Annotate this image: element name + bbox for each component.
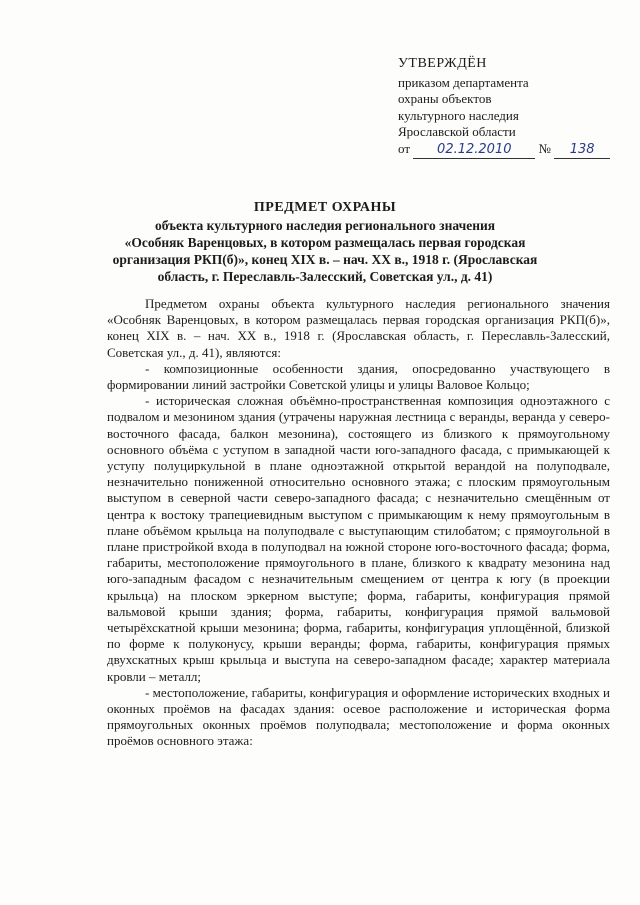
approval-stamp [398, 56, 618, 159]
document-title [110, 199, 540, 285]
date-prefix: от [398, 140, 411, 156]
approval-line-2: охраны объектов [398, 91, 492, 106]
approval-line-3: культурного наследия [398, 107, 519, 123]
title-line-3: организация РКП(б)», конец XIX в. – нач. XX в., 1918 г. (Ярославская [112, 252, 538, 267]
document-body [107, 296, 610, 750]
approval-line-1: приказом департамента [398, 74, 529, 90]
intro-paragraph: Предметом охраны объекта культурного наследия регионального значения «Особняк Варенцовых, в котором размещалась первая городская организация РКП(б)», конец XIX в. – нач. XX в., 1918 г. (Ярославская область, г. Переславль-Залесский, Советская ул., д. 41), являются: [107, 296, 610, 360]
approval-heading: УТВЕРЖДЁН [398, 56, 487, 71]
order-number: 138 [554, 142, 610, 160]
title-line-2: «Особняк Варенцовых, в котором размещалась первая городская [124, 235, 526, 250]
list-item-openings: - местоположение, габариты, конфигурация и оформление исторических входных и оконных проёмов на фасадах здания: осевое расположение и историческая форма прямоугольных оконных проёмов полуподвала; местоположение и форма оконных проёмов основного этажа: [107, 684, 610, 749]
order-date: 02.12.2010 [413, 142, 535, 160]
approval-line-4: Ярославской области [398, 124, 516, 139]
list-item-volume: - историческая сложная объёмно-пространственная композиция одноэтажного с подвалом и мезонином здания (утрачены наружная лестница с веранды, веранда у северо-восточного фасада, балкон мезонина), состоящего из близкого к прямоугольному основного объёма с уступом в западной части юго-западного фасада, с примыкающей к уступу полуциркульной в плане одноэтажной открытой верандой на полуподвале, незначительно пониженной относительно основного этажа; с плоским прямоугольным выступом в северной части северо-западного фасада; с незначительно смещённым от центра к востоку трапециевидным выступом с примыкающим к нему прямоугольным в плане объёмом крыльца на полуподвале с выступающим стилобатом; с прямоугольной в плане пристройкой входа в полуподвал на южной стороне юго-восточного фасада; форма, габариты, местоположение прямоугольного в плане, близкого к квадрату мезонина над юго-западным фасадом с незначительным смещением от центра к югу (в проекции крыльца) на плоском эркерном выступе; форма, габариты, конфигурация прямой вальмовой крыши здания; форма, габариты, конфигурация прямой вальмовой четырёхскатной крыши мезонина; форма, габариты, конфигурация уплощённой, близкой по форме к полуконусу, крыши веранды; форма, габариты, конфигурация прямых двухскатных крыш крыльца и выступа на северо-западном фасаде; характер материала кровли – металл; [107, 393, 610, 684]
title-line-4: область, г. Переславль-Залесский, Советская ул., д. 41) [157, 269, 493, 284]
list-item-composition: - композиционные особенности здания, опосредованно участвующего в формировании линий застройки Советской улицы и улицы Валовое Кольцо; [107, 360, 610, 393]
title-line-1: объекта культурного наследия регионального значения [154, 218, 496, 233]
order-date-line [398, 141, 618, 160]
number-prefix: № [538, 140, 551, 156]
title-main: ПРЕДМЕТ ОХРАНЫ [253, 200, 397, 215]
